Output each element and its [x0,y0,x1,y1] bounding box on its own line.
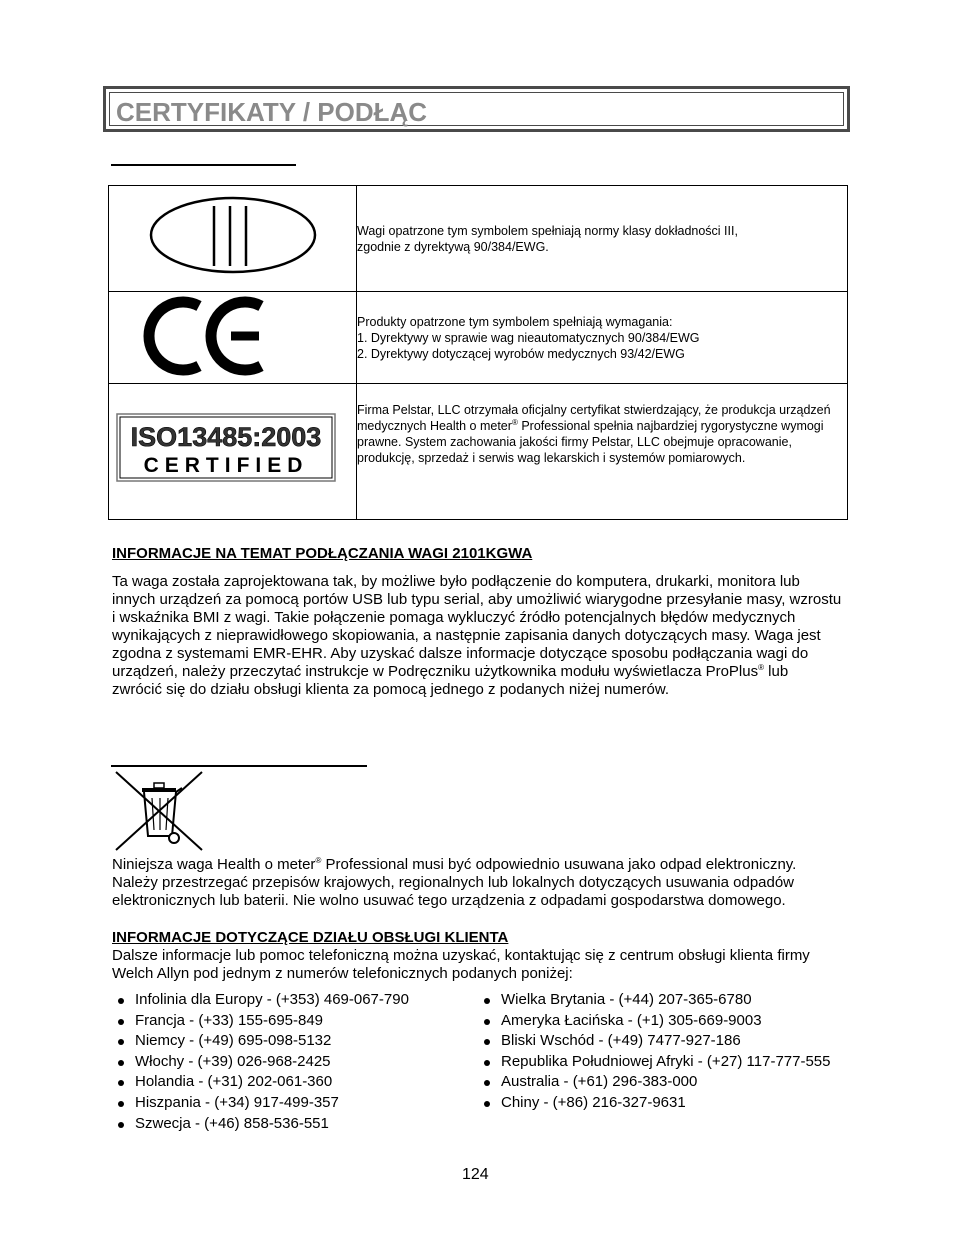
page-title-box [103,86,850,132]
svg-text:CERTIFIED: CERTIFIED [143,454,309,477]
list-item: Bliski Wschód - (+49) 7477-927-186 [478,1031,831,1052]
list-item: Australia - (+61) 296-383-000 [478,1072,831,1093]
list-item: Republika Południowej Afryki - (+27) 117-777-555 [478,1052,831,1073]
symbol-cell [109,186,357,292]
table-row [109,292,848,384]
table-row [109,384,848,520]
list-item: Wielka Brytania - (+44) 207-365-6780 [478,990,831,1011]
page-title: CERTYFIKATY / PODŁĄC [116,97,428,127]
contact-list-left [112,990,409,1134]
iso-certified-badge [109,384,356,514]
contact-list-right [478,990,831,1114]
table-row [109,186,848,292]
svg-text:ISO13485:2003: ISO13485:2003 [130,422,322,452]
list-item: Infolinia dla Europy - (+353) 469-067-790 [112,990,409,1011]
customer-service-intro: Dalsze informacje lub pomoc telefoniczną można uzyskać, kontaktując się z centrum obsługi klienta firmy Welch Allyn pod jednym z numerów telefonicznych podanych poniżej: [112,947,810,982]
list-item: Chiny - (+86) 216-327-9631 [478,1093,831,1114]
symbol-cell [109,384,357,520]
ce-mark-icon [109,292,356,378]
list-item: Francja - (+33) 155-695-849 [112,1011,409,1032]
list-item: Ameryka Łacińska - (+1) 305-669-9003 [478,1011,831,1032]
section-rule [111,164,296,166]
symbol-cell [109,292,357,384]
section-rule [111,765,367,767]
list-item: Holandia - (+31) 202-061-360 [112,1072,409,1093]
symbol-description: Produkty opatrzone tym symbolem spełniają wymagania: 1. Dyrektywy w sprawie wag nieautomatycznych 90/384/EWG 2. Dyrektywy dotyczącej wyrobów medycznych 93/42/EWG [357,292,848,384]
list-item: Włochy - (+39) 026-968-2425 [112,1052,409,1073]
list-item: Szwecja - (+46) 858-536-551 [112,1114,409,1135]
customer-service-heading: INFORMACJE DOTYCZĄCE DZIAŁU OBSŁUGI KLIENTA [112,929,509,946]
list-item: Hiszpania - (+34) 917-499-357 [112,1093,409,1114]
page-number: 124 [462,1166,489,1183]
connection-paragraph: Ta waga została zaprojektowana tak, by możliwe było podłączenie do komputera, drukarki, monitora lub innych urządzeń za pomocą portów USB lub typu serial, aby umożliwić wiarygodne przesyłanie masy, wzrostu i wskaźnika BMI z wagi. Takie połączenie pomaga wykluczyć źródło potencjalnych błędów medycznych wynikających z nieprawidłowego skopiowania, a następnie zapisania danych dotyczących masy. Waga jest zgodna z systemami EMR-EHR. Aby uzyskać dalsze informacje dotyczące sposobu podłączania wagi do urządzeń, należy przeczytać instrukcje w Podręczniku użytkownika modułu wyświetlacza ProPlus® lub zwrócić się do działu obsługi klienta za pomocą jednego z podanych niżej numerów. [112,573,842,698]
crossed-bin-icon [114,770,206,852]
connection-heading: INFORMACJE NA TEMAT PODŁĄCZANIA WAGI 2101KGWA [112,545,533,562]
symbol-description: Firma Pelstar, LLC otrzymała oficjalny certyfikat stwierdzający, że produkcja urządzeń medycznych Health o meter® Professional spełnia najbardziej rygorystyczne wymogi prawne. System zachowania jakości firmy Pelstar, LLC obejmuje opracowanie, produkcję, sprzedaż i serwis wag lekarskich i systemów pomiarowych. [357,384,848,520]
list-item: Niemcy - (+49) 695-098-5132 [112,1031,409,1052]
certifications-table [108,185,848,520]
symbol-description: Wagi opatrzone tym symbolem spełniają normy klasy dokładności III, zgodnie z dyrektywą 90/384/EWG. [357,186,848,292]
disposal-paragraph: Niniejsza waga Health o meter® Professional musi być odpowiednio usuwana jako odpad elektroniczny. Należy przestrzegać przepisów krajowych, regionalnych lub lokalnych dotyczących usuwania odpadów elektronicznych lub baterii. Nie wolno usuwać tego urządzenia z odpadami gospodarstwa domowego. [112,856,797,909]
class-iii-oval-icon [109,186,356,286]
